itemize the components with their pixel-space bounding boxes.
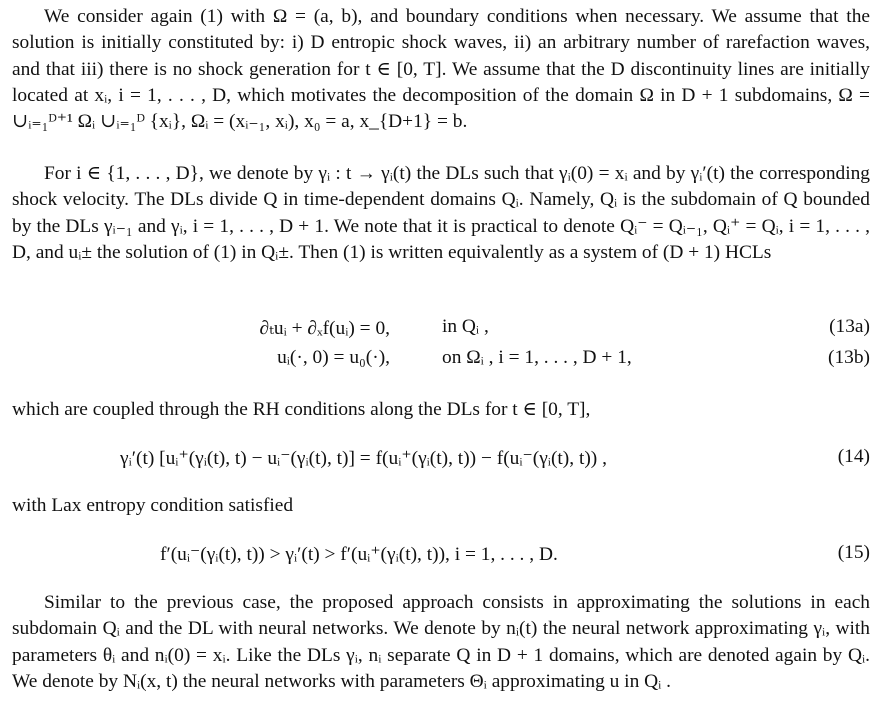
equation-13a-tag: (13a) bbox=[829, 316, 870, 337]
paragraph-discontinuity-lines: For i ∈ {1, . . . , D}, we denote by γᵢ : t → γᵢ(t) the DLs such that γᵢ(0) = xᵢ and by γᵢ′(t) the corresponding shock velocity. The DLs divide Q in time-dependent domains Qᵢ. Namely, Qᵢ is the subdomain of Q bounded by the DLs γᵢ₋₁ and γᵢ, i = 1, . . . , D + 1. We note that it is practical to denote Qᵢ⁻ = Qᵢ₋₁, Qᵢ⁺ = Qᵢ, i = 1, . . . , D, and uᵢ± the solution of (1) in Qᵢ±. Then (1) is written equivalently as a system of (D + 1) HCLs bbox=[12, 163, 870, 263]
equation-14-tag: (14) bbox=[837, 446, 870, 467]
equation-13b-tag: (13b) bbox=[827, 347, 870, 368]
paragraph-decomposition: We consider again (1) with Ω = (a, b), and boundary conditions when necessary. We assume that the solution is initially constituted by: i) D entropic shock waves, ii) an arbitrary number of rarefaction waves, and that iii) there is no shock generation for t ∈ [0, T]. We assume that the D discontinuity lines are initially located at xᵢ, i = 1, . . . , D, which motivates the decomposition of the domain Ω in D + 1 subdomains, Ω = ∪ᵢ₌₁ᴰ⁺¹ Ωᵢ ∪ᵢ₌₁ᴰ {xᵢ}, Ωᵢ = (xᵢ₋₁, xᵢ), x₀ = a, x_{D+1} = b. bbox=[12, 6, 870, 133]
equation-13b-rhs: on Ωᵢ , i = 1, . . . , D + 1, bbox=[442, 347, 632, 368]
equation-14-body: γᵢ′(t) [uᵢ⁺(γᵢ(t), t) − uᵢ⁻(γᵢ(t), t)] = f(uᵢ⁺(γᵢ(t), t)) − f(uᵢ⁻(γᵢ(t), t)) , bbox=[120, 448, 607, 469]
equation-13a bbox=[12, 316, 870, 344]
paragraph-lax-condition: with Lax entropy condition satisfied bbox=[12, 495, 294, 516]
equation-14 bbox=[12, 446, 870, 474]
paragraph-rh-conditions: which are coupled through the RH conditions along the DLs for t ∈ [0, T], bbox=[12, 399, 591, 420]
equation-13b bbox=[12, 347, 870, 375]
equation-15 bbox=[12, 542, 870, 570]
equation-13a-rhs: in Qᵢ , bbox=[442, 316, 489, 337]
equation-13a-lhs: ∂ₜuᵢ + ∂ₓf(uᵢ) = 0, bbox=[259, 318, 390, 339]
paragraph-approach: Similar to the previous case, the proposed approach consists in approximating the solutions in each subdomain Qᵢ and the DL with neural networks. We denote by nᵢ(t) the neural network approximating γᵢ, with parameters θᵢ and nᵢ(0) = xᵢ. Like the DLs γᵢ, nᵢ separate Q in D + 1 domains, which are denoted again by Qᵢ. We denote by Nᵢ(x, t) the neural networks with parameters Θᵢ approximating u in Qᵢ . bbox=[12, 592, 870, 692]
equation-15-tag: (15) bbox=[837, 542, 870, 563]
equation-13b-lhs: uᵢ(·, 0) = u₀(·), bbox=[277, 347, 390, 368]
equation-15-body: f′(uᵢ⁻(γᵢ(t), t)) > γᵢ′(t) > f′(uᵢ⁺(γᵢ(t), t)), i = 1, . . . , D. bbox=[160, 544, 558, 565]
